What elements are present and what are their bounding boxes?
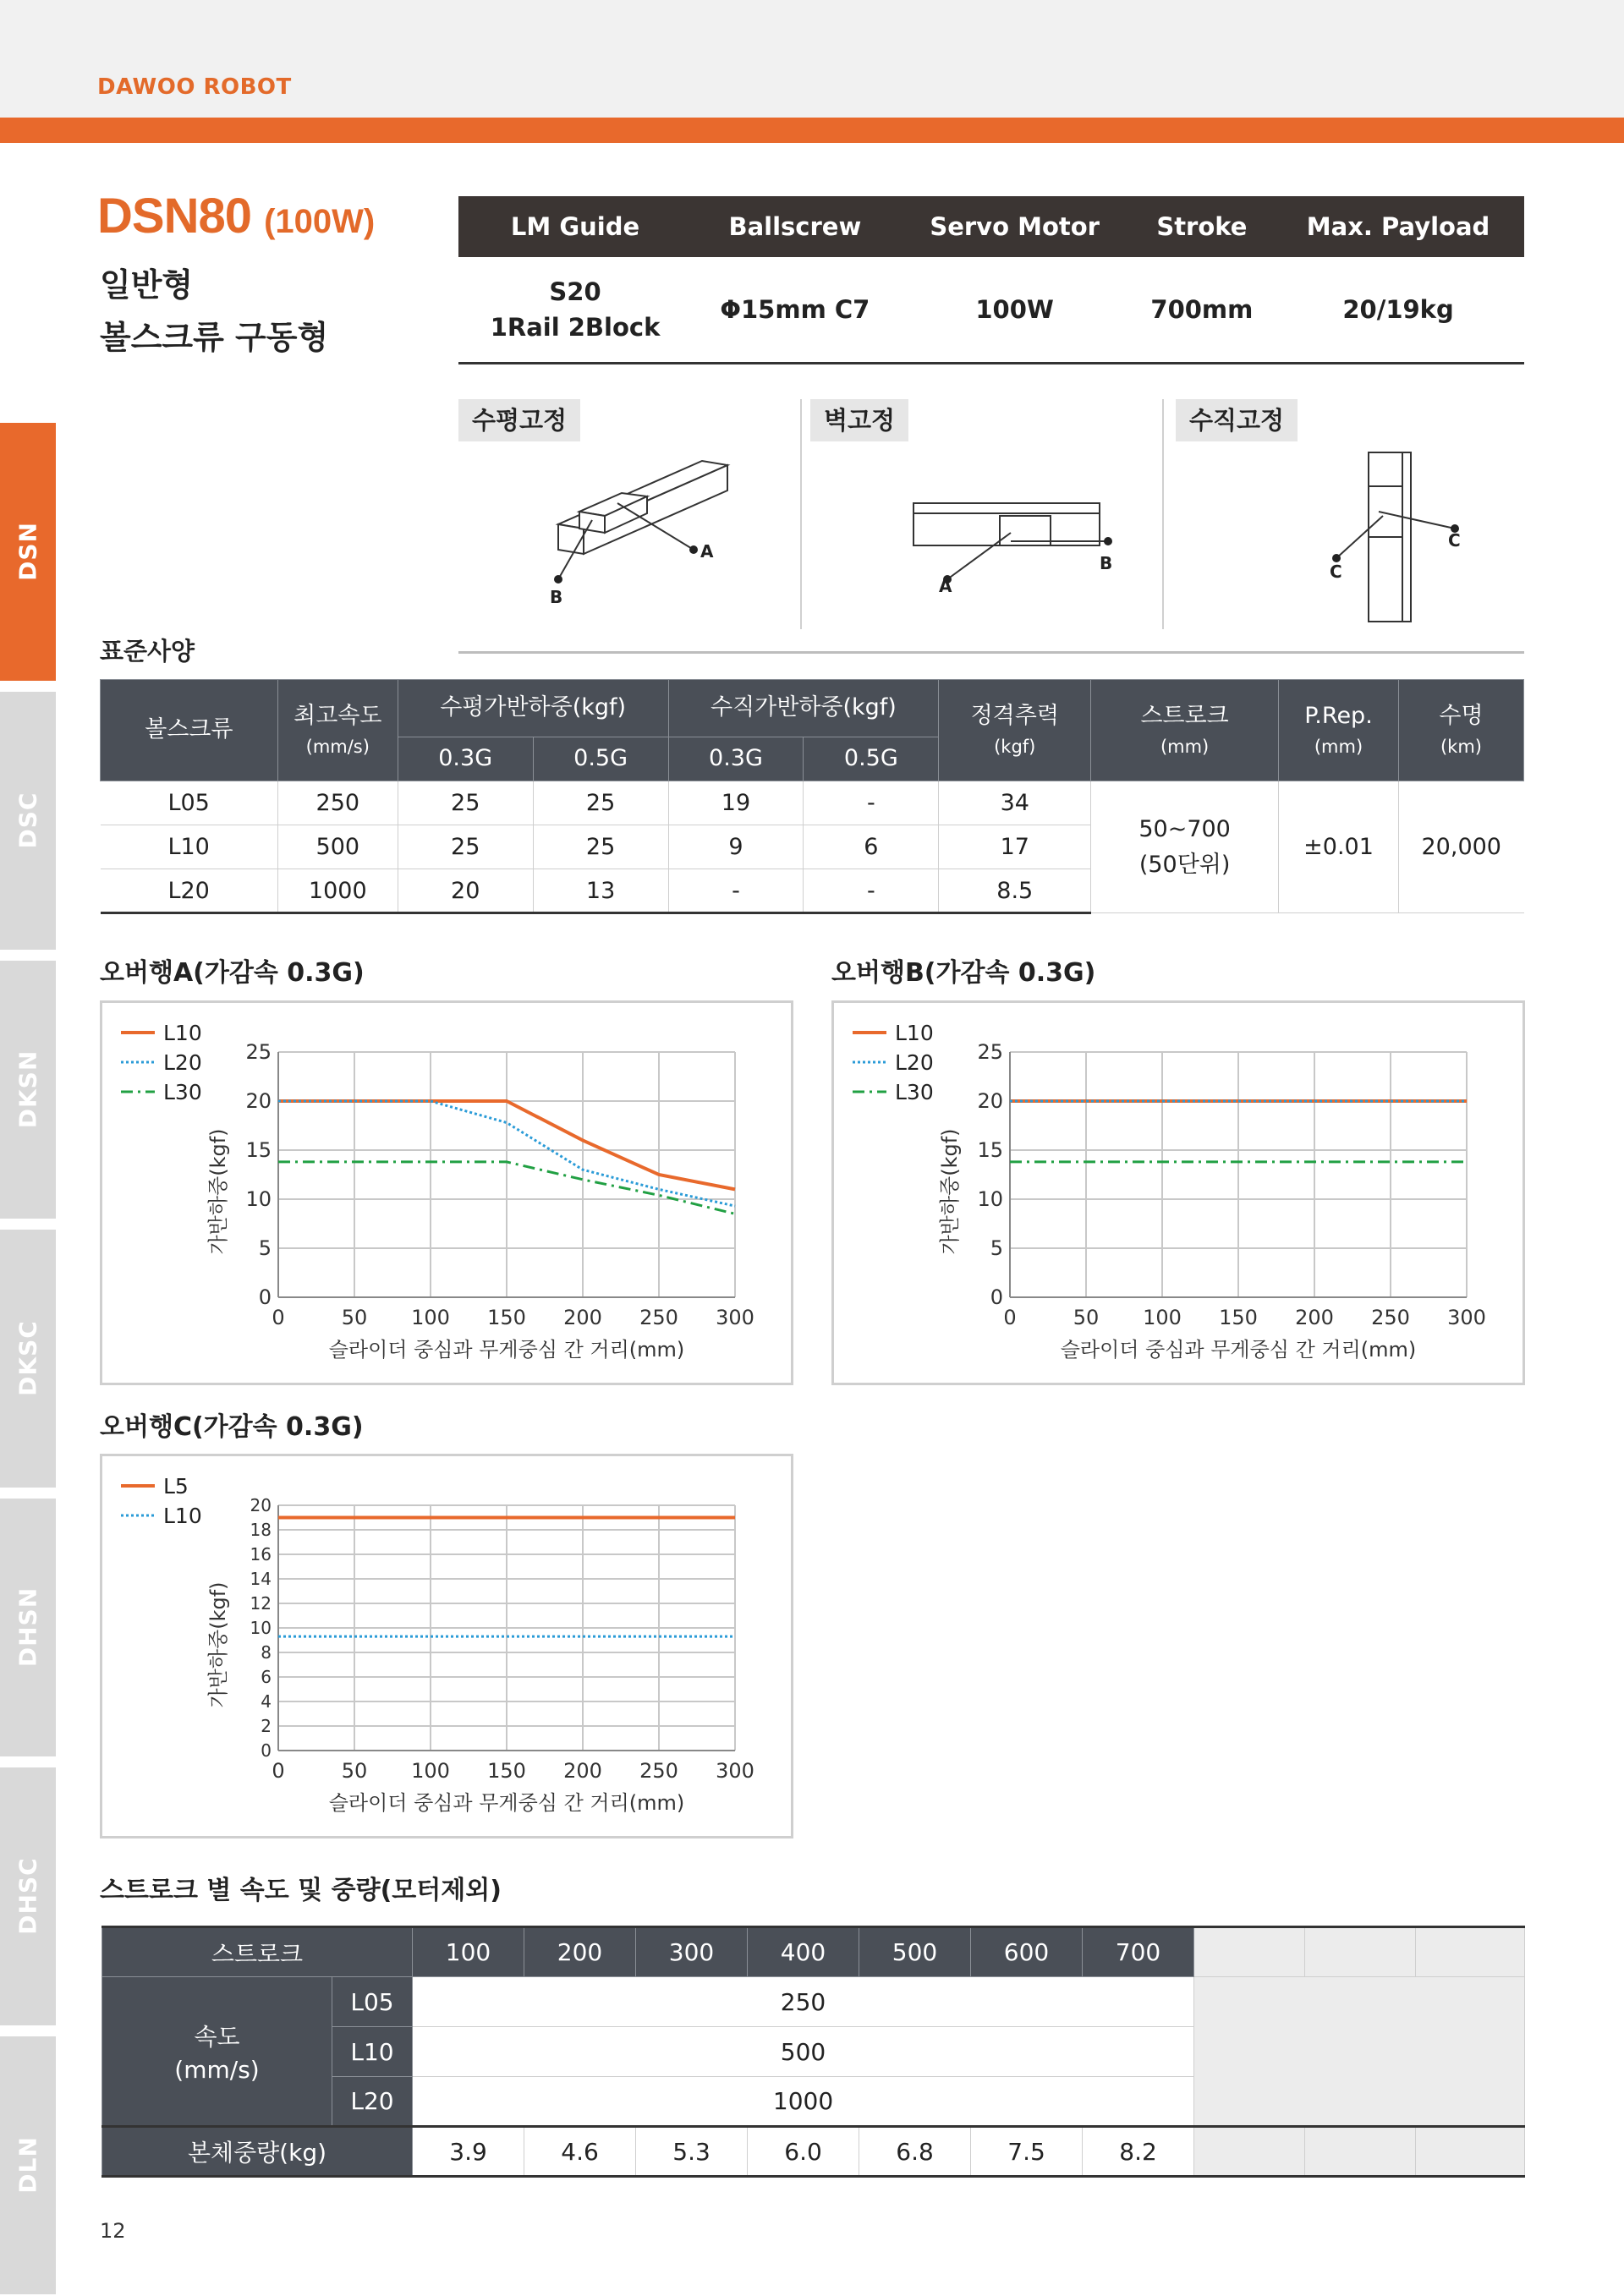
vertical-mount-diagram	[1320, 448, 1489, 634]
std-header-row	[101, 680, 1524, 737]
spec-header-row	[458, 196, 1524, 257]
std-cell-h05: 25	[533, 825, 668, 869]
legend-label-l20: L20	[895, 1050, 934, 1075]
side-tab-dhsn[interactable]: DHSN	[0, 1499, 56, 1756]
y-tick-label: 15	[245, 1138, 272, 1162]
x-axis-label: 슬라이더 중심과 무게중심 간 거리(mm)	[328, 1791, 685, 1815]
empty-cell	[1194, 2127, 1305, 2177]
x-tick-label: 300	[716, 1306, 754, 1329]
x-tick-label: 50	[341, 1759, 368, 1783]
y-tick-label: 0	[261, 1740, 272, 1761]
x-tick-label: 200	[1295, 1306, 1334, 1329]
empty-cell	[1305, 2127, 1416, 2177]
std-header-v-03g: 0.3G	[668, 737, 804, 781]
speed-screw: L05	[332, 1977, 413, 2027]
side-tab-dksc[interactable]: DKSC	[0, 1230, 56, 1488]
point-c-label: C	[1330, 562, 1342, 582]
mount-divider	[800, 399, 802, 629]
x-axis-label: 슬라이더 중심과 무게중심 간 거리(mm)	[1060, 1338, 1417, 1362]
spec-table	[458, 196, 1524, 364]
x-tick-label: 250	[1371, 1306, 1410, 1329]
speed-value: 250	[413, 1977, 1194, 2027]
std-cell-prep: ±0.01	[1279, 781, 1399, 913]
x-axis-label: 슬라이더 중심과 무게중심 간 거리(mm)	[328, 1338, 685, 1362]
stroke-value: 500	[859, 1927, 971, 1977]
brand-name: DAWOO ROBOT	[97, 74, 292, 100]
speed-value: 500	[413, 2027, 1194, 2077]
x-tick-label: 100	[1143, 1306, 1182, 1329]
std-header-stroke: 스트로크 (mm)	[1091, 680, 1279, 781]
side-tab-dhsc[interactable]: DHSC	[0, 1767, 56, 2025]
point-a-label: A	[939, 576, 952, 596]
y-tick-label: 12	[250, 1593, 272, 1614]
side-tab-dln[interactable]: DLN	[0, 2036, 56, 2294]
std-cell-thrust: 8.5	[939, 869, 1091, 913]
x-tick-label: 200	[563, 1306, 602, 1329]
y-tick-label: 14	[250, 1569, 272, 1589]
y-tick-label: 20	[977, 1089, 1003, 1113]
std-cell-h05: 25	[533, 781, 668, 825]
spec-ballscrew: Φ15mm C7	[692, 257, 898, 363]
y-tick-label: 16	[250, 1544, 272, 1564]
std-cell-v03: 9	[668, 825, 804, 869]
std-header-max-speed: 최고속도 (mm/s)	[277, 680, 398, 781]
chart-canvas	[834, 1003, 1522, 1383]
side-tab-dksn[interactable]: DKSN	[0, 961, 56, 1219]
header-accent-bar	[0, 118, 1624, 143]
empty-cell	[1194, 1977, 1525, 2127]
std-cell-thrust: 17	[939, 825, 1091, 869]
model-name: DSN80	[97, 189, 251, 244]
std-cell-v03: -	[668, 869, 804, 913]
product-drive: 볼스크류 구동형	[100, 319, 329, 356]
empty-cell	[1416, 2127, 1525, 2177]
wall-mount-diagram	[905, 495, 1125, 596]
std-header-h-payload: 수평가반하중(kgf)	[398, 680, 668, 737]
x-tick-label: 100	[411, 1306, 450, 1329]
y-axis-label: 가반하중(kgf)	[938, 1128, 962, 1255]
spec-header-lm-guide: LM Guide	[458, 196, 692, 257]
x-tick-label: 150	[1219, 1306, 1258, 1329]
std-cell-speed: 500	[277, 825, 398, 869]
stroke-weight-table	[102, 1926, 1525, 2178]
stroke-label: 스트로크	[102, 1927, 413, 1977]
spec-header-stroke: Stroke	[1132, 196, 1272, 257]
stroke-value: 300	[636, 1927, 748, 1977]
x-tick-label: 200	[563, 1759, 602, 1783]
y-tick-label: 4	[261, 1691, 272, 1712]
x-tick-label: 0	[1003, 1306, 1017, 1329]
spec-stroke: 700mm	[1132, 257, 1272, 363]
mount-divider	[1162, 399, 1164, 629]
y-tick-label: 15	[977, 1138, 1003, 1162]
mount-label-wall: 벽고정	[810, 399, 908, 441]
x-tick-label: 50	[1073, 1306, 1100, 1329]
std-cell-v03: 19	[668, 781, 804, 825]
y-tick-label: 6	[261, 1667, 272, 1687]
chart-title-overhang-c: 오버행C(가감속 0.3G)	[100, 1412, 364, 1442]
stroke-value: 200	[524, 1927, 636, 1977]
y-axis-label: 가반하중(kgf)	[206, 1128, 230, 1255]
x-tick-label: 250	[639, 1759, 678, 1783]
std-header-life: 수명 (km)	[1398, 680, 1523, 781]
std-cell-speed: 250	[277, 781, 398, 825]
chart-overhang-a	[100, 1000, 793, 1385]
y-tick-label: 18	[250, 1520, 272, 1540]
side-tab-dsn[interactable]: DSN	[0, 423, 56, 681]
side-tab-dsc[interactable]: DSC	[0, 692, 56, 950]
spec-servo-motor: 100W	[898, 257, 1132, 363]
legend-label-l10: L10	[895, 1021, 934, 1045]
empty-cell	[1194, 1927, 1305, 1977]
weight-label: 본체중량(kg)	[102, 2127, 413, 2177]
std-cell-thrust: 34	[939, 781, 1091, 825]
std-cell-v05: -	[804, 869, 939, 913]
x-tick-label: 0	[272, 1759, 285, 1783]
horizontal-mount-diagram	[541, 452, 761, 613]
chart-overhang-c	[100, 1454, 793, 1838]
std-header-thrust: 정격추력 (kgf)	[939, 680, 1091, 781]
standard-spec-table	[100, 679, 1524, 914]
legend-label-l10: L10	[163, 1504, 202, 1528]
x-tick-label: 150	[487, 1759, 526, 1783]
std-cell-v05: 6	[804, 825, 939, 869]
std-cell-screw: L05	[101, 781, 278, 825]
spec-header-ballscrew: Ballscrew	[692, 196, 898, 257]
y-tick-label: 5	[258, 1236, 272, 1260]
header-band	[0, 0, 1624, 118]
point-c-label: C	[1448, 530, 1461, 551]
x-tick-label: 100	[411, 1759, 450, 1783]
std-cell-h03: 20	[398, 869, 533, 913]
spec-header-servo-motor: Servo Motor	[898, 196, 1132, 257]
weight-value: 5.3	[636, 2127, 748, 2177]
y-tick-label: 2	[261, 1716, 272, 1736]
stroke-value: 400	[748, 1927, 859, 1977]
std-cell-h03: 25	[398, 781, 533, 825]
stroke-weight-title: 스트로크 별 속도 및 중량(모터제외)	[100, 1876, 502, 1905]
stroke-value: 600	[971, 1927, 1083, 1977]
y-tick-label: 5	[990, 1236, 1003, 1260]
chart-canvas	[102, 1003, 791, 1383]
weight-value: 6.0	[748, 2127, 859, 2177]
weight-value: 8.2	[1083, 2127, 1194, 2177]
legend-label-l30: L30	[895, 1080, 934, 1104]
chart-title-overhang-a: 오버행A(가감속 0.3G)	[100, 958, 365, 988]
spec-lm-guide: S20 1Rail 2Block	[458, 257, 692, 363]
y-tick-label: 8	[261, 1642, 272, 1663]
y-tick-label: 25	[245, 1040, 272, 1064]
y-tick-label: 10	[250, 1618, 272, 1638]
product-type: 일반형	[100, 266, 194, 304]
chart-canvas	[102, 1456, 791, 1836]
x-tick-label: 50	[341, 1306, 368, 1329]
stroke-value: 100	[413, 1927, 524, 1977]
speed-label: 속도 (mm/s)	[102, 1977, 332, 2127]
weight-value: 6.8	[859, 2127, 971, 2177]
y-tick-label: 20	[245, 1089, 272, 1113]
x-tick-label: 250	[639, 1306, 678, 1329]
std-cell-life: 20,000	[1398, 781, 1523, 913]
empty-cell	[1416, 1927, 1525, 1977]
y-tick-label: 25	[977, 1040, 1003, 1064]
legend-label-l5: L5	[163, 1474, 189, 1499]
point-a-label: A	[700, 541, 714, 562]
y-tick-label: 20	[250, 1495, 272, 1515]
x-tick-label: 150	[487, 1306, 526, 1329]
table-row	[101, 781, 1524, 825]
y-tick-label: 10	[245, 1187, 272, 1211]
mount-label-vertical: 수직고정	[1176, 399, 1298, 441]
weight-value: 4.6	[524, 2127, 636, 2177]
std-cell-speed: 1000	[277, 869, 398, 913]
weight-value: 3.9	[413, 2127, 524, 2177]
spec-value-row	[458, 257, 1524, 363]
spec-max-payload: 20/19kg	[1272, 257, 1524, 363]
legend-label-l20: L20	[163, 1050, 202, 1075]
page-number: 12	[100, 2219, 126, 2243]
speed-row	[102, 1977, 1525, 2027]
y-tick-label: 0	[990, 1285, 1003, 1309]
std-cell-h03: 25	[398, 825, 533, 869]
y-tick-label: 10	[977, 1187, 1003, 1211]
spec-header-payload: Max. Payload	[1272, 196, 1524, 257]
std-cell-v05: -	[804, 781, 939, 825]
y-axis-label: 가반하중(kgf)	[206, 1581, 230, 1708]
std-header-h-05g: 0.5G	[533, 737, 668, 781]
std-header-prep: P.Rep. (mm)	[1279, 680, 1399, 781]
std-header-h-03g: 0.3G	[398, 737, 533, 781]
chart-overhang-b	[831, 1000, 1525, 1385]
speed-screw: L20	[332, 2077, 413, 2127]
x-tick-label: 300	[716, 1759, 754, 1783]
x-tick-label: 300	[1447, 1306, 1486, 1329]
weight-row	[102, 2127, 1525, 2177]
mount-label-horizontal: 수평고정	[458, 399, 580, 441]
std-header-v-payload: 수직가반하중(kgf)	[668, 680, 939, 737]
std-header-ballscrew: 볼스크류	[101, 680, 278, 781]
chart-title-overhang-b: 오버행B(가감속 0.3G)	[831, 958, 1096, 988]
stroke-row	[102, 1927, 1525, 1977]
std-cell-h05: 13	[533, 869, 668, 913]
stroke-value: 700	[1083, 1927, 1194, 1977]
point-b-label: B	[1100, 553, 1113, 573]
std-cell-screw: L20	[101, 869, 278, 913]
legend-label-l30: L30	[163, 1080, 202, 1104]
model-title	[97, 188, 375, 244]
speed-value: 1000	[413, 2077, 1194, 2127]
mount-bottom-rule	[458, 651, 1524, 654]
point-b-label: B	[550, 587, 563, 607]
x-tick-label: 0	[272, 1306, 285, 1329]
speed-screw: L10	[332, 2027, 413, 2077]
weight-value: 7.5	[971, 2127, 1083, 2177]
standard-spec-title: 표준사양	[100, 637, 195, 666]
legend-label-l10: L10	[163, 1021, 202, 1045]
std-cell-stroke: 50~700 (50단위)	[1091, 781, 1279, 913]
empty-cell	[1305, 1927, 1416, 1977]
y-tick-label: 0	[258, 1285, 272, 1309]
std-cell-screw: L10	[101, 825, 278, 869]
std-header-v-05g: 0.5G	[804, 737, 939, 781]
model-power: (100W)	[264, 203, 376, 240]
